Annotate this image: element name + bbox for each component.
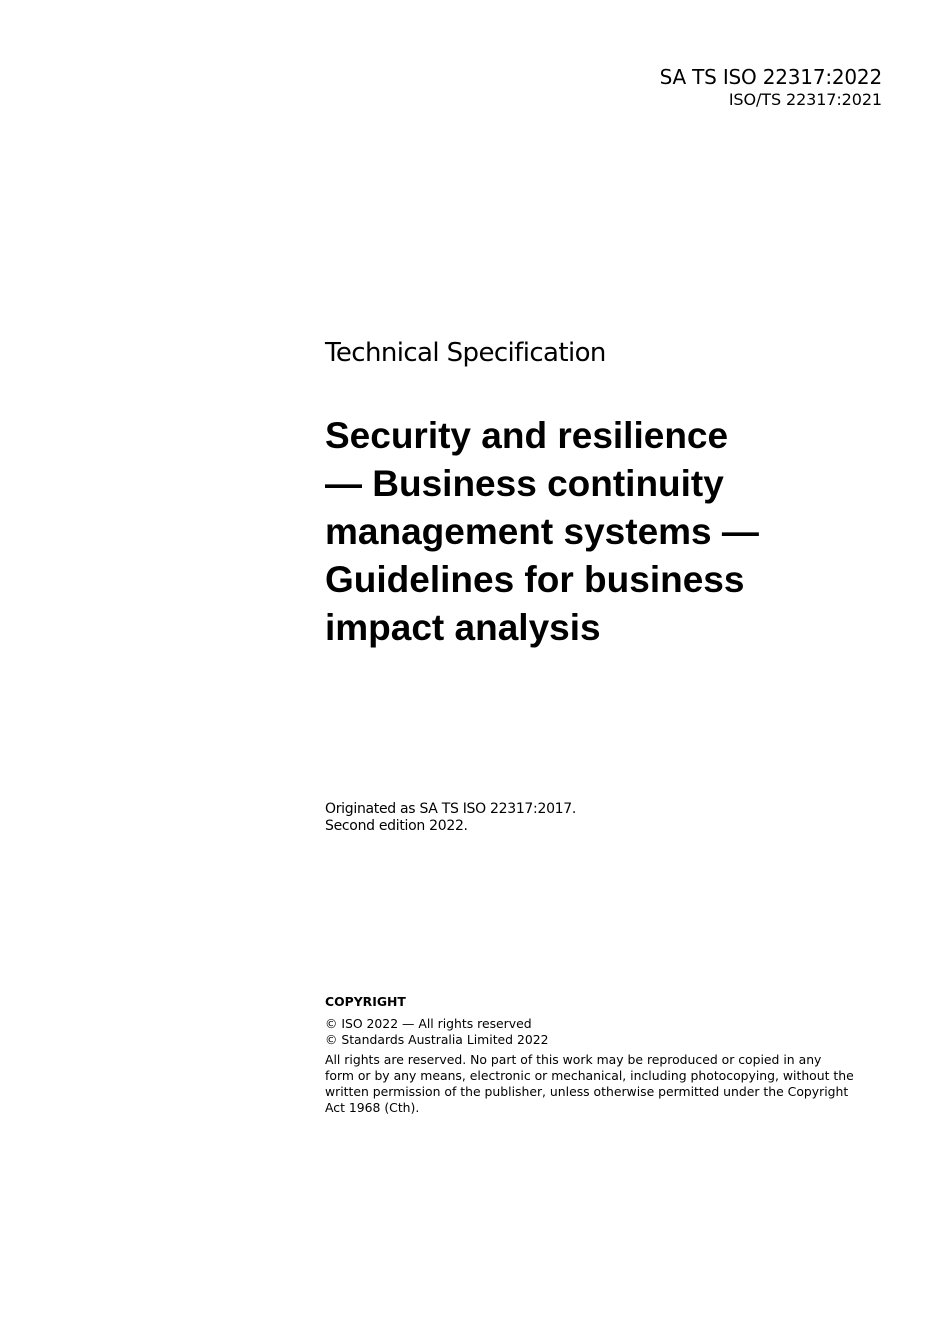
document-title <box>325 412 845 652</box>
title-line: — Business continuity <box>325 463 724 504</box>
title-line: Guidelines for business <box>325 559 745 600</box>
rights-line: form or by any means, electronic or mechanical, including photocopying, without the <box>325 1068 854 1083</box>
edition-note: Second edition 2022. <box>325 818 468 834</box>
copyright-holders <box>325 1016 855 1048</box>
title-line: impact analysis <box>325 607 601 648</box>
title-line: management systems — <box>325 511 759 552</box>
standard-number: SA TS ISO 22317:2022 <box>659 65 882 89</box>
copyright-section <box>325 994 855 1116</box>
document-type: Technical Specification <box>325 338 606 368</box>
copyright-heading: COPYRIGHT <box>325 994 406 1009</box>
edition-info <box>325 801 576 835</box>
iso-number: ISO/TS 22317:2021 <box>728 90 882 109</box>
rights-line: Act 1968 (Cth). <box>325 1100 420 1115</box>
rights-statement <box>325 1052 855 1116</box>
copyright-line: © ISO 2022 — All rights reserved <box>325 1016 532 1031</box>
copyright-line: © Standards Australia Limited 2022 <box>325 1032 549 1047</box>
rights-line: All rights are reserved. No part of this work may be reproduced or copied in any <box>325 1052 822 1067</box>
rights-line: written permission of the publisher, unless otherwise permitted under the Copyright <box>325 1084 849 1099</box>
originated-note: Originated as SA TS ISO 22317:2017. <box>325 801 577 817</box>
document-identifiers <box>660 64 882 110</box>
title-line: Security and resilience <box>325 415 729 456</box>
